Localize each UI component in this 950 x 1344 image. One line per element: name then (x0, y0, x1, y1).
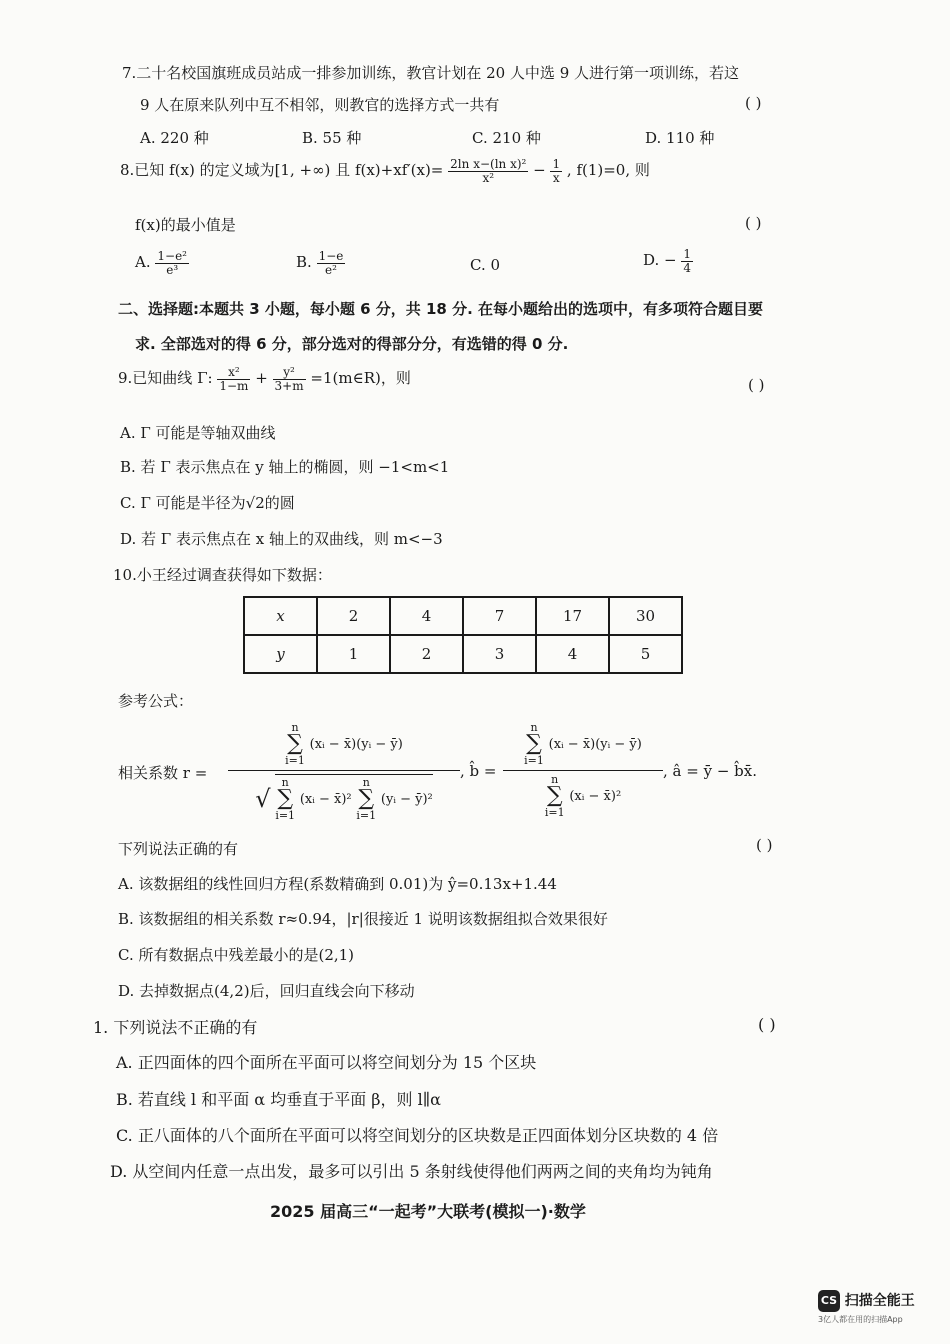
q9-option-a: A. Γ 可能是等轴双曲线 (120, 424, 276, 442)
table-cell-x-label: x (244, 597, 317, 635)
q8-option-d: D. − $\frac{1}{4}$ (643, 247, 692, 275)
q10-option-b: B. 该数据组的相关系数 r≈0.94，|r|很接近 1 说明该数据组拟合效果很好 (118, 910, 608, 928)
q8-answer-paren: ( ) (745, 214, 762, 232)
q11-option-d: D. 从空间内任意一点出发，最多可以引出 5 条射线使得他们两两之间的夹角均为钝角 (110, 1162, 713, 1181)
q8-minus: − (533, 161, 546, 180)
q10-stem: 10.小王经过调查获得如下数据： (113, 566, 332, 584)
q8-option-a: A. $\frac{\text{1−e²}}{\text{e³}}$ (135, 249, 187, 277)
table-cell: 1 (317, 635, 390, 673)
q8-fraction-1: $\frac{\text{2ln x−(ln x)²}}{\text{x²}}$ (450, 157, 527, 185)
q9-option-d: D. 若 Γ 表示焦点在 x 轴上的双曲线，则 m<−3 (120, 530, 443, 548)
table-cell: 7 (463, 597, 536, 635)
q10-option-c: C. 所有数据点中残差最小的是(2,1) (118, 946, 355, 964)
q9-option-b: B. 若 Γ 表示焦点在 y 轴上的椭圆，则 −1<m<1 (120, 458, 450, 476)
q10-question: 下列说法正确的有 (118, 840, 239, 858)
b-numerator: n ∑ i=1 (xᵢ − x̄)(yᵢ − ȳ) (524, 721, 642, 767)
q7-option-c: C. 210 种 (472, 129, 541, 147)
watermark-tagline: 3亿人都在用的扫描App (818, 1315, 903, 1324)
q7-line2: 9 人在原来队列中互不相邻，则教官的选择方式一共有 (140, 96, 500, 114)
table-cell: 4 (536, 635, 609, 673)
table-cell: 30 (609, 597, 682, 635)
q11-option-a: A. 正四面体的四个面所在平面可以将空间划分为 15 个区块 (116, 1053, 537, 1072)
q9-stem: 9.已知曲线 Γ: $\frac{\text{x²}}{1-m}$ + $\frac{\text{y²}}{3+m}$ =1(m∈R)，则 (118, 365, 411, 393)
q8-option-b: B. $\frac{1-e}{\text{e²}}$ (296, 249, 344, 277)
q8-option-c: C. 0 (470, 256, 501, 274)
a-formula: , â = ȳ − b̂x̄. (663, 762, 757, 780)
table-row-y (244, 635, 682, 673)
q9-answer-paren: ( ) (748, 376, 765, 394)
cs-logo-icon: CS (818, 1290, 840, 1312)
watermark-name: 扫描全能王 (844, 1293, 915, 1309)
q11-option-c: C. 正八面体的八个面所在平面可以将空间划分的区块数是正四面体划分区块数的 4 倍 (116, 1126, 719, 1145)
q9-option-c: C. Γ 可能是半径为√2的圆 (120, 494, 295, 512)
q10-option-a: A. 该数据组的线性回归方程(系数精确到 0.01)为 ŷ=0.13x+1.44 (118, 875, 557, 893)
scanner-watermark (818, 1290, 915, 1325)
q10-option-d: D. 去掉数据点(4,2)后，回归直线会向下移动 (118, 982, 415, 1000)
q8-line2: f(x)的最小值是 (135, 216, 236, 234)
r-denominator: √ n ∑ i=1 (xᵢ − x̄)² n ∑ i=1 (yᵢ − ȳ)² (255, 776, 433, 822)
r-numerator: n ∑ i=1 (xᵢ − x̄)(yᵢ − ȳ) (285, 721, 403, 767)
table-cell: 2 (317, 597, 390, 635)
b-denominator: n ∑ i=1 (xᵢ − x̄)² (544, 773, 622, 819)
sigma-symbol: n ∑ i=1 (285, 721, 305, 767)
q11-option-b: B. 若直线 l 和平面 α 均垂直于平面 β，则 l∥α (116, 1090, 441, 1109)
q7-answer-paren: ( ) (745, 94, 762, 112)
q8-suffix: , f(1)=0, 则 (566, 161, 650, 180)
page-footer: 2025 届高三“一起考”大联考(模拟一)·数学 (270, 1202, 586, 1221)
r-label: 相关系数 r = (118, 764, 208, 782)
section2-line1: 二、选择题:本题共 3 小题，每小题 6 分，共 18 分. 在每小题给出的选项中，有多项符合题目要 (118, 300, 764, 318)
b-fraction-bar (503, 770, 663, 771)
r-fraction-bar (228, 770, 460, 771)
q8-fraction-2: $\frac{1}{x}$ (552, 157, 561, 185)
q10-ref-title: 参考公式： (118, 692, 194, 710)
q7-line1: 7.二十名校国旗班成员站成一排参加训练，教官计划在 20 人中选 9 人进行第一项训练，若这 (122, 64, 740, 82)
section2-line2: 求. 全部选对的得 6 分，部分选对的得部分分，有选错的得 0 分. (135, 335, 569, 353)
table-cell-y-label: y (244, 635, 317, 673)
table-cell: 3 (463, 635, 536, 673)
table-cell: 17 (536, 597, 609, 635)
q8-line1 (120, 158, 650, 184)
table-row-x (244, 597, 682, 635)
q10-data-table (243, 596, 683, 674)
table-cell: 5 (609, 635, 682, 673)
q7-option-d: D. 110 种 (645, 129, 715, 147)
q8-prefix: 8.已知 f(x) 的定义域为[1, +∞) 且 f(x)+xf′(x)= (120, 161, 444, 180)
q7-option-a: A. 220 种 (140, 129, 209, 147)
q10-answer-paren: ( ) (756, 836, 773, 854)
table-cell: 2 (390, 635, 463, 673)
q11-stem: 1. 下列说法不正确的有 (93, 1018, 258, 1037)
b-label: , b̂ = (460, 762, 497, 780)
q10-formula (118, 722, 838, 822)
q11-answer-paren: ( ) (758, 1015, 776, 1034)
table-cell: 4 (390, 597, 463, 635)
q7-option-b: B. 55 种 (302, 129, 362, 147)
